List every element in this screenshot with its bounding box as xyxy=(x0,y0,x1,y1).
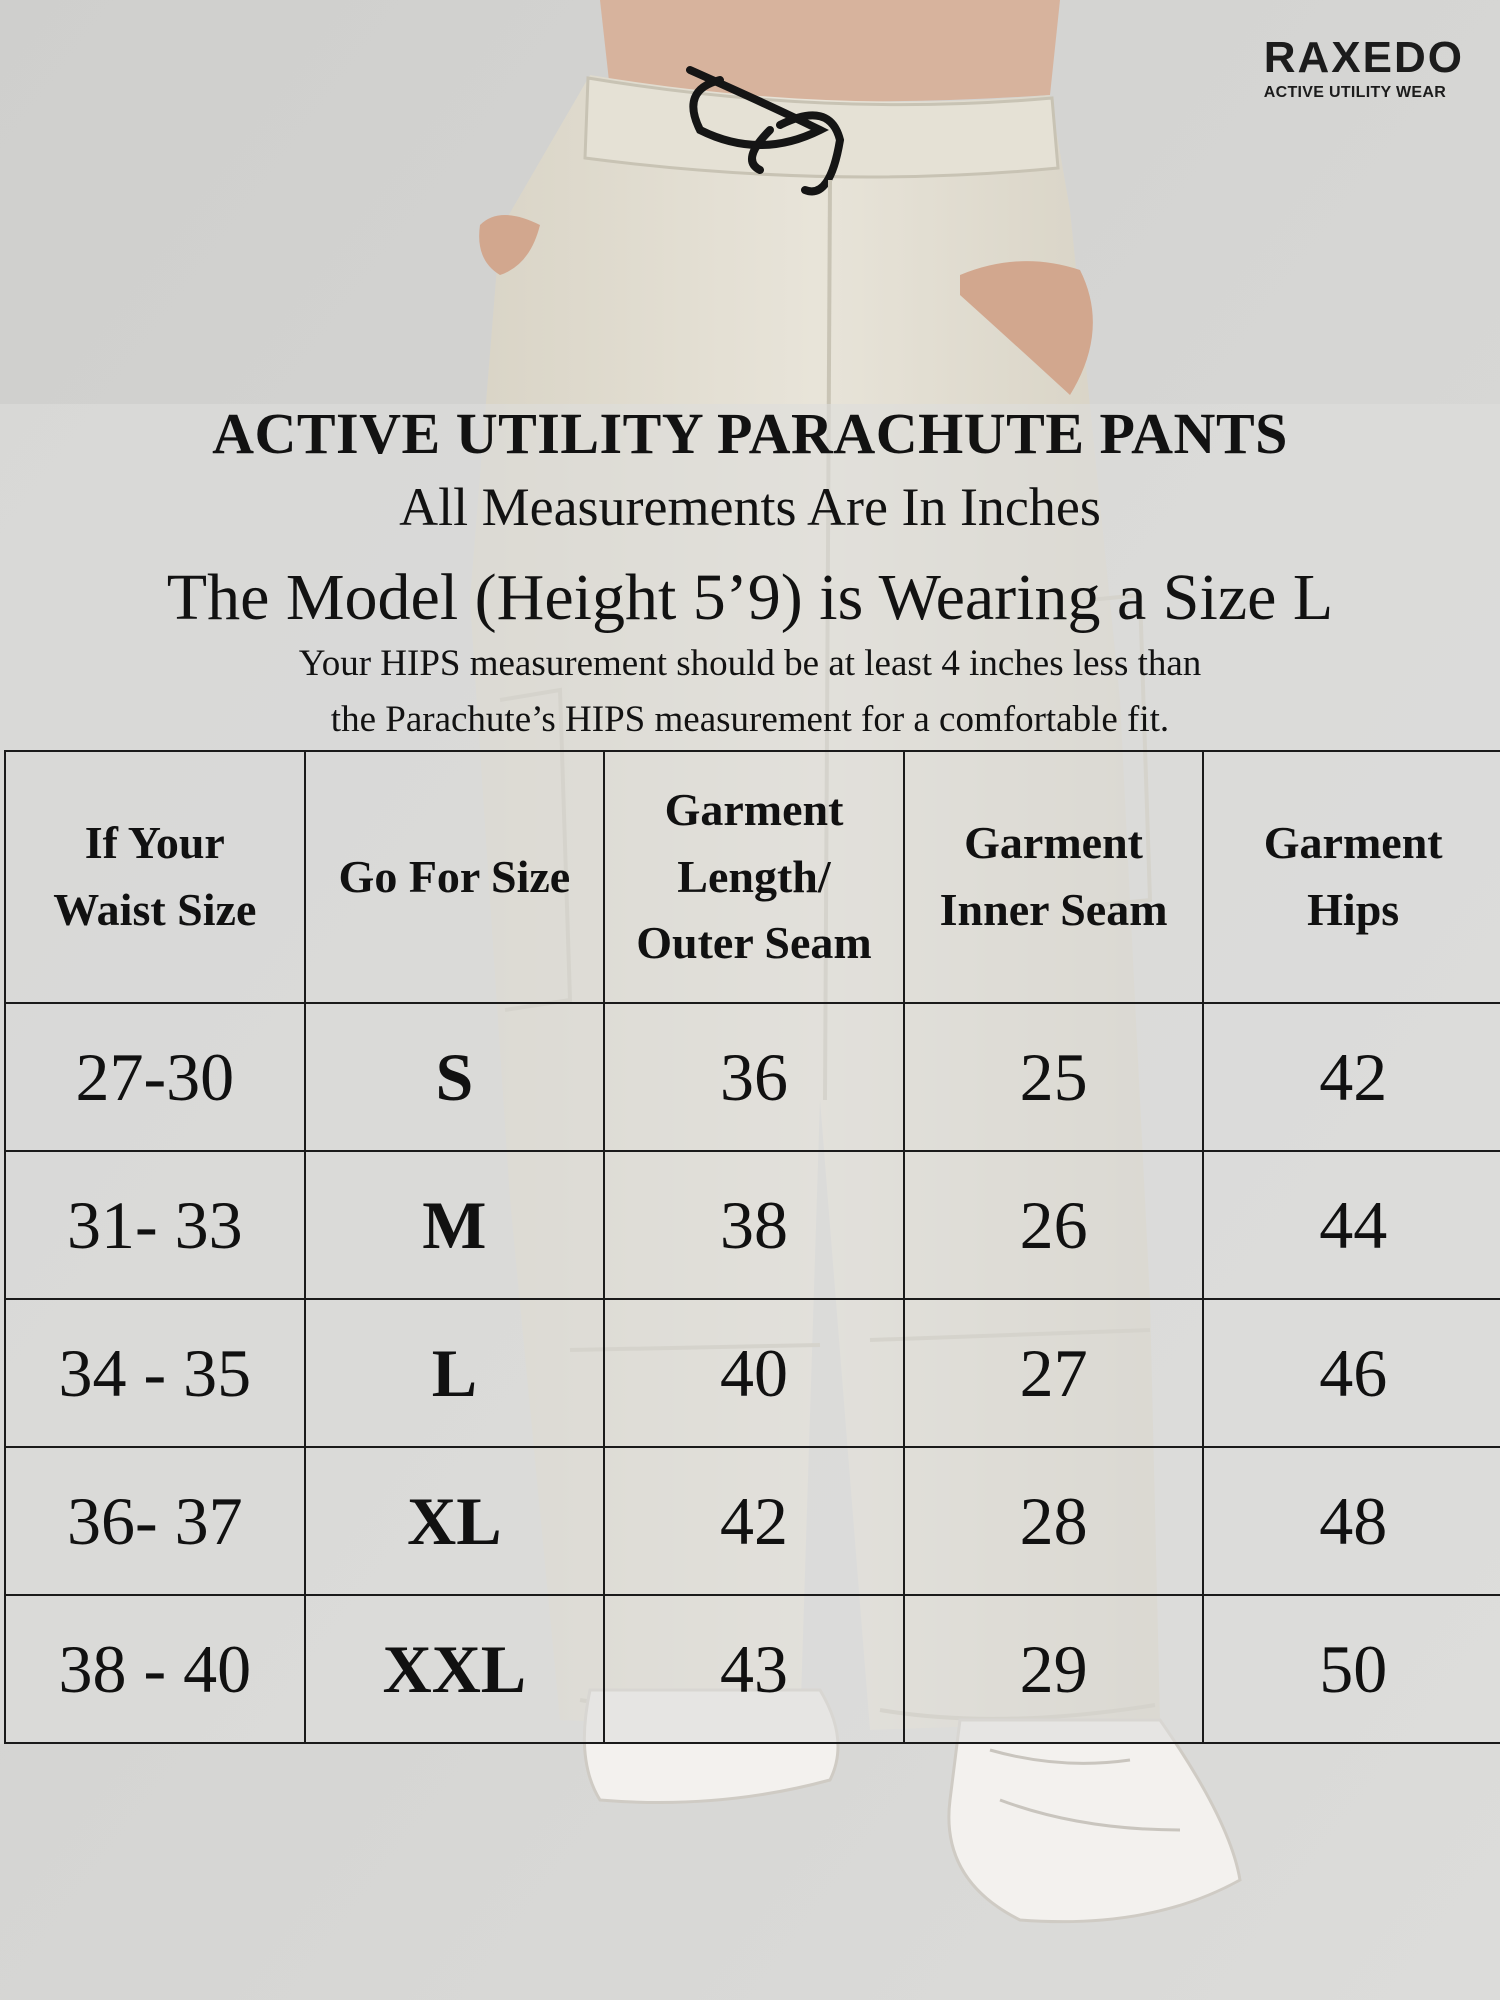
hips-cell: 50 xyxy=(1203,1595,1500,1743)
table-row xyxy=(5,1447,1500,1595)
header-waist-size xyxy=(5,751,305,1003)
length-cell: 38 xyxy=(604,1151,904,1299)
size-cell: XL xyxy=(305,1447,605,1595)
header-line: If Your xyxy=(84,817,225,869)
header-line: Hips xyxy=(1307,884,1400,935)
table-row xyxy=(5,1003,1500,1151)
hips-cell: 46 xyxy=(1203,1299,1500,1447)
header-line: Outer Seam xyxy=(636,917,872,969)
table-row xyxy=(5,1151,1500,1299)
waist-cell: 38 - 40 xyxy=(5,1595,305,1743)
hips-cell: 42 xyxy=(1203,1003,1500,1151)
size-chart-table xyxy=(4,750,1500,1744)
torso xyxy=(600,0,1060,101)
table-row xyxy=(5,1595,1500,1743)
length-cell: 36 xyxy=(604,1003,904,1151)
waist-cell: 36- 37 xyxy=(5,1447,305,1595)
waist-cell: 34 - 35 xyxy=(5,1299,305,1447)
waist-cell: 31- 33 xyxy=(5,1151,305,1299)
header-line: Length/ xyxy=(677,850,831,902)
size-cell: L xyxy=(305,1299,605,1447)
table-header-row xyxy=(5,751,1500,1003)
table-row xyxy=(5,1299,1500,1447)
inner-seam-cell: 29 xyxy=(904,1595,1204,1743)
fit-note-line-1: Your HIPS measurement should be at least 4 inches less than xyxy=(298,643,1202,684)
header-go-for-size xyxy=(305,751,605,1003)
header-line: Garment xyxy=(1263,817,1443,869)
header-line: Go For Size xyxy=(338,850,571,902)
inner-seam-cell: 28 xyxy=(904,1447,1204,1595)
header-line: Inner Seam xyxy=(939,884,1168,935)
waist-cell: 27-30 xyxy=(5,1003,305,1151)
brand-tagline: ACTIVE UTILITY WEAR xyxy=(1263,84,1447,101)
header-inner-seam xyxy=(904,751,1204,1003)
inner-seam-cell: 27 xyxy=(904,1299,1204,1447)
measurement-unit-note: All Measurements Are In Inches xyxy=(399,477,1101,537)
hips-cell: 44 xyxy=(1203,1151,1500,1299)
inner-seam-cell: 26 xyxy=(904,1151,1204,1299)
header-garment-length xyxy=(604,751,904,1003)
header-hips xyxy=(1203,751,1500,1003)
size-cell: XXL xyxy=(305,1595,605,1743)
page-title: ACTIVE UTILITY PARACHUTE PANTS xyxy=(212,401,1288,466)
size-cell: M xyxy=(305,1151,605,1299)
model-size-note: The Model (Height 5’9) is Wearing a Size L xyxy=(166,561,1334,634)
header-line: Waist Size xyxy=(53,884,257,935)
brand-logo xyxy=(1263,33,1464,102)
header-line: Garment xyxy=(664,783,844,835)
length-cell: 42 xyxy=(604,1447,904,1595)
brand-name: RAXEDO xyxy=(1263,33,1464,82)
header-line: Garment xyxy=(964,817,1143,869)
inner-seam-cell: 25 xyxy=(904,1003,1204,1151)
size-cell: S xyxy=(305,1003,605,1151)
length-cell: 40 xyxy=(604,1299,904,1447)
length-cell: 43 xyxy=(604,1595,904,1743)
fit-note-line-2: the Parachute’s HIPS measurement for a comfortable fit. xyxy=(330,699,1170,740)
hips-cell: 48 xyxy=(1203,1447,1500,1595)
